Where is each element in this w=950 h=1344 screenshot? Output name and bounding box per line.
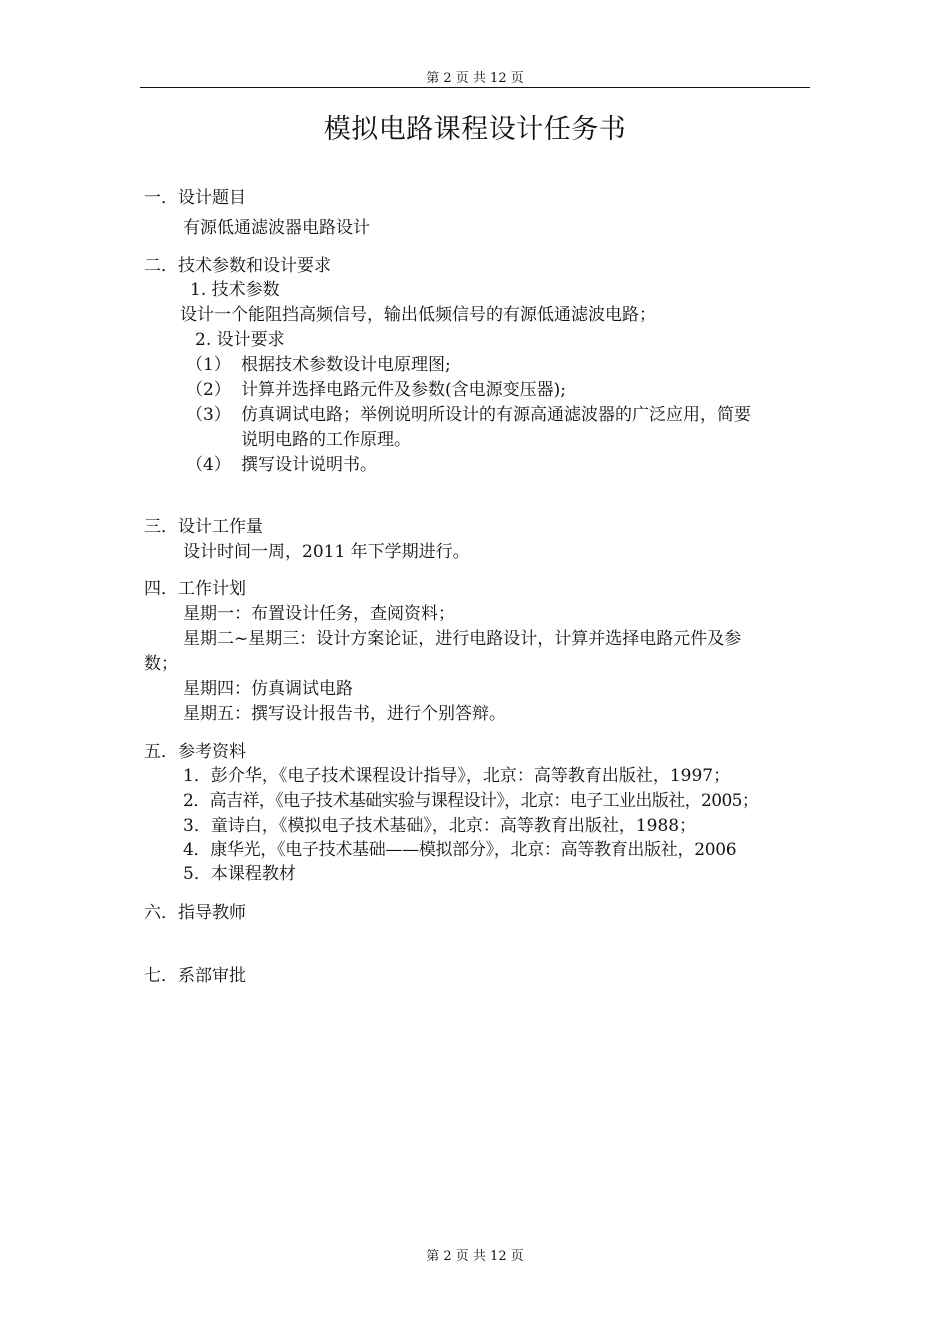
requirement-text: 撰写设计说明书。 [241, 455, 377, 475]
requirement-number: （1） [186, 355, 231, 375]
section-heading-tech-params: 二．技术参数和设计要求 [144, 256, 331, 276]
reference-item: 4．康华光，《电子技术基础——模拟部分》，北京：高等教育出版社，2006 [183, 840, 737, 860]
sub-heading-design-requirements: 2. 设计要求 [195, 330, 285, 350]
reference-item: 2．高吉祥，《电子技术基础实验与课程设计》，北京：电子工业出版社，2005； [183, 791, 759, 811]
requirement-text: 仿真调试电路；举例说明所设计的有源高通滤波器的广泛应用，简要 [241, 405, 751, 425]
requirement-text: 计算并选择电路元件及参数(含电源变压器); [241, 380, 566, 400]
requirement-text-continued: 说明电路的工作原理。 [241, 430, 411, 450]
sub-heading-tech-params: 1. 技术参数 [190, 280, 280, 300]
requirement-item [186, 403, 751, 427]
section-heading-workload: 三．设计工作量 [144, 517, 263, 537]
section-heading-instructor: 六．指导教师 [144, 903, 246, 923]
work-plan-line: 星期二~星期三：设计方案论证，进行电路设计，计算并选择电路元件及参 [183, 629, 742, 649]
section-heading-references: 五．参考资料 [144, 742, 246, 762]
requirement-item [186, 453, 377, 477]
tech-params-text: 设计一个能阻挡高频信号，输出低频信号的有源低通滤波电路； [180, 305, 656, 325]
section-heading-department-approval: 七．系部审批 [144, 966, 246, 986]
work-plan-line: 星期一：布置设计任务，查阅资料； [183, 604, 455, 624]
requirement-item [186, 378, 566, 402]
header-rule [140, 87, 810, 88]
page-footer: 第 2 页 共 12 页 [426, 1249, 524, 1264]
work-plan-line: 星期四：仿真调试电路 [183, 679, 353, 699]
section-heading-design-topic: 一．设计题目 [144, 188, 246, 208]
section-heading-work-plan: 四．工作计划 [144, 579, 246, 599]
reference-item: 5．本课程教材 [183, 864, 296, 884]
work-plan-line: 星期五：撰写设计报告书，进行个别答辩。 [183, 704, 506, 724]
requirement-number: （3） [186, 405, 231, 425]
design-topic-text: 有源低通滤波器电路设计 [183, 218, 370, 238]
reference-item: 3．童诗白，《模拟电子技术基础》，北京：高等教育出版社，1988； [183, 816, 697, 836]
document-title: 模拟电路课程设计任务书 [323, 114, 627, 145]
page-header: 第 2 页 共 12 页 [426, 71, 524, 86]
reference-item: 1．彭介华，《电子技术课程设计指导》，北京：高等教育出版社，1997； [183, 766, 731, 786]
work-plan-line-continued: 数； [144, 654, 178, 674]
requirement-item [186, 353, 451, 377]
workload-text: 设计时间一周，2011 年下学期进行。 [183, 542, 470, 562]
requirement-text: 根据技术参数设计电原理图; [241, 355, 451, 375]
requirement-number: （2） [186, 380, 231, 400]
requirement-number: （4） [186, 455, 231, 475]
